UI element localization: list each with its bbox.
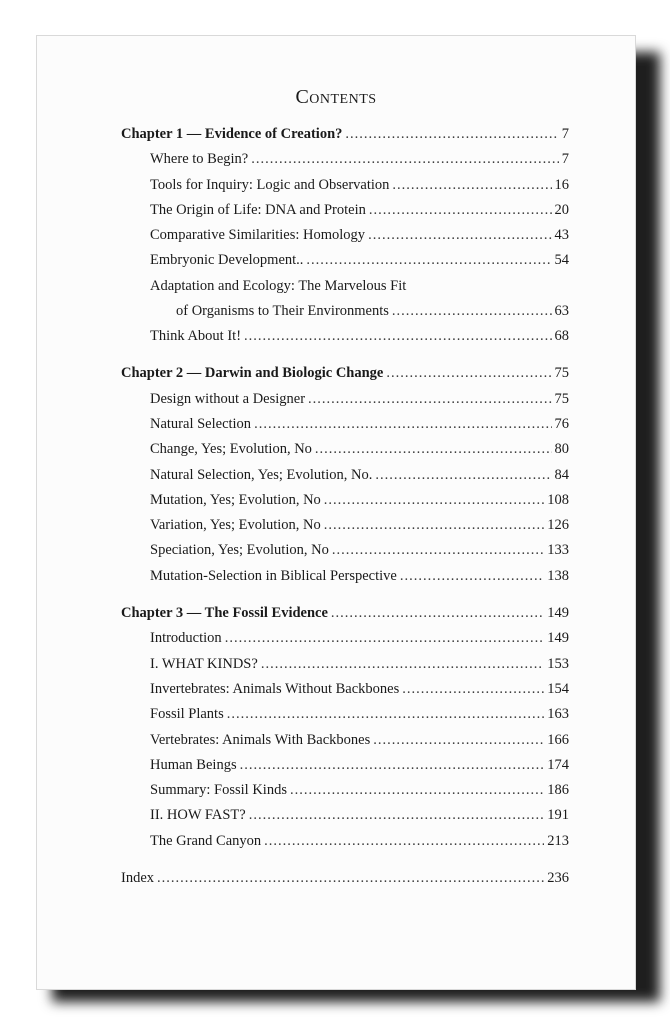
toc-entry[interactable] [121, 227, 569, 252]
dot-leader [308, 391, 551, 408]
dot-leader [227, 706, 545, 723]
toc-entry-label: Chapter 2 — Darwin and Biologic Change [121, 365, 384, 382]
toc-page-number: 236 [547, 870, 569, 887]
section-gap [121, 858, 569, 870]
toc-page-number: 63 [554, 302, 569, 319]
toc-entry-label: The Origin of Life: DNA and Protein [150, 201, 366, 218]
dot-leader [225, 630, 545, 647]
toc-entry[interactable] [121, 681, 569, 706]
dot-leader [254, 416, 551, 433]
table-of-contents [121, 126, 569, 895]
toc-entry-label: Speciation, Yes; Evolution, No [150, 542, 329, 559]
toc-entry-label: Comparative Similarities: Homology [150, 227, 366, 244]
toc-entry-label: of Organisms to Their Environments [176, 302, 389, 319]
dot-leader [290, 782, 544, 799]
toc-entry[interactable] [121, 467, 569, 492]
toc-page-number: 84 [554, 466, 569, 483]
toc-entry-label: Summary: Fossil Kinds [150, 782, 287, 799]
toc-entry-label: Tools for Inquiry: Logic and Observation [150, 176, 390, 193]
toc-entry-label: Where to Begin? [150, 151, 249, 168]
toc-entry-label: Vertebrates: Animals With Backbones [150, 731, 371, 748]
toc-page-number: 7 [561, 126, 569, 142]
toc-page-number: 7 [561, 151, 569, 168]
toc-page-number: 213 [547, 832, 569, 849]
dot-leader [332, 542, 544, 559]
toc-entry[interactable] [121, 416, 569, 441]
toc-entry[interactable] [121, 391, 569, 416]
toc-entry-label: The Grand Canyon [150, 832, 262, 849]
dot-leader [251, 151, 559, 168]
toc-entry-label: Chapter 1 — Evidence of Creation? [121, 126, 343, 142]
toc-entry-label: Natural Selection [150, 415, 252, 432]
book-page [36, 35, 636, 990]
toc-chapter-3[interactable] [121, 605, 569, 630]
section-gap [121, 353, 569, 365]
toc-page-number: 75 [554, 365, 569, 382]
toc-entry-label: Think About It! [150, 328, 242, 345]
toc-index[interactable] [121, 870, 569, 895]
toc-page-number: 153 [547, 655, 569, 672]
toc-entry[interactable] [121, 630, 569, 655]
toc-page-number: 138 [547, 567, 569, 584]
dot-leader [240, 757, 545, 774]
toc-page-number: 174 [547, 756, 569, 773]
toc-entry[interactable] [121, 732, 569, 757]
dot-leader [249, 807, 545, 824]
dot-leader [373, 732, 544, 749]
toc-entry[interactable] [121, 151, 569, 176]
toc-page-number: 16 [554, 176, 569, 193]
dot-leader [386, 365, 551, 382]
toc-entry[interactable] [121, 782, 569, 807]
toc-page-number: 133 [547, 542, 569, 559]
dot-leader [369, 202, 552, 219]
toc-entry[interactable] [121, 517, 569, 542]
toc-entry-label: Design without a Designer [150, 390, 306, 407]
toc-entry-label: Embryonic Development.. [150, 252, 304, 269]
toc-entry-label: II. HOW FAST? [150, 807, 246, 824]
toc-entry-label: Invertebrates: Animals Without Backbones [150, 680, 400, 697]
dot-leader [331, 605, 544, 622]
toc-entry-label: Natural Selection, Yes; Evolution, No. [150, 466, 373, 483]
toc-page-number: 191 [547, 807, 569, 824]
toc-entry[interactable] [121, 706, 569, 731]
dot-leader [324, 492, 544, 509]
toc-entry-label: Chapter 3 — The Fossil Evidence [121, 605, 328, 622]
dot-leader [324, 517, 544, 534]
dot-leader [261, 656, 544, 673]
toc-chapter-2[interactable] [121, 365, 569, 390]
toc-entry[interactable] [121, 542, 569, 567]
toc-page-number: 126 [547, 517, 569, 534]
toc-page-number: 154 [547, 680, 569, 697]
toc-entry[interactable] [121, 833, 569, 858]
toc-page-number: 75 [554, 390, 569, 407]
toc-entry-label: Index [121, 870, 155, 887]
toc-page-number: 186 [547, 782, 569, 799]
toc-page-number: 149 [547, 630, 569, 647]
toc-page-number: 54 [554, 252, 569, 269]
toc-entry[interactable] [121, 328, 569, 353]
toc-entry[interactable] [121, 656, 569, 681]
dot-leader [244, 328, 551, 345]
toc-page-number: 43 [554, 227, 569, 244]
toc-entry-adaptation-line2[interactable] [121, 303, 569, 328]
dot-leader [368, 227, 551, 244]
dot-leader [400, 568, 544, 585]
toc-entry-label: Mutation, Yes; Evolution, No [150, 491, 321, 508]
toc-entry[interactable] [121, 202, 569, 227]
dot-leader [345, 126, 558, 143]
toc-page-number: 20 [554, 201, 569, 218]
toc-entry[interactable] [121, 177, 569, 202]
toc-entry-label: I. WHAT KINDS? [150, 655, 258, 672]
toc-entry[interactable] [121, 492, 569, 517]
dot-leader [392, 177, 551, 194]
toc-entry-label: Change, Yes; Evolution, No [150, 441, 312, 458]
toc-page-number: 68 [554, 328, 569, 345]
toc-entry-adaptation-line1[interactable]: Adaptation and Ecology: The Marvelous Fit [150, 277, 407, 294]
toc-entry-label: Human Beings [150, 756, 237, 773]
page-title: Contents [295, 86, 377, 108]
toc-page-number: 166 [547, 731, 569, 748]
dot-leader [306, 252, 551, 269]
dot-leader [157, 870, 544, 887]
dot-leader [392, 303, 552, 320]
toc-entry[interactable] [121, 757, 569, 782]
toc-page-number: 163 [547, 706, 569, 723]
toc-entry-label: Mutation-Selection in Biblical Perspective [150, 567, 397, 584]
toc-page-number: 149 [547, 605, 569, 622]
toc-entry-label: Fossil Plants [150, 706, 224, 723]
dot-leader [402, 681, 544, 698]
toc-entry[interactable] [121, 252, 569, 277]
toc-entry-label: Introduction [150, 630, 222, 647]
dot-leader [264, 833, 544, 850]
dot-leader [315, 441, 552, 458]
toc-page-number: 80 [554, 441, 569, 458]
toc-chapter-1[interactable] [121, 126, 569, 151]
section-gap [121, 593, 569, 605]
toc-entry-label: Variation, Yes; Evolution, No [150, 517, 321, 534]
toc-entry[interactable] [121, 807, 569, 832]
toc-entry[interactable] [121, 441, 569, 466]
dot-leader [375, 467, 551, 484]
toc-page-number: 108 [547, 491, 569, 508]
toc-page-number: 76 [554, 415, 569, 432]
toc-entry[interactable] [121, 568, 569, 593]
